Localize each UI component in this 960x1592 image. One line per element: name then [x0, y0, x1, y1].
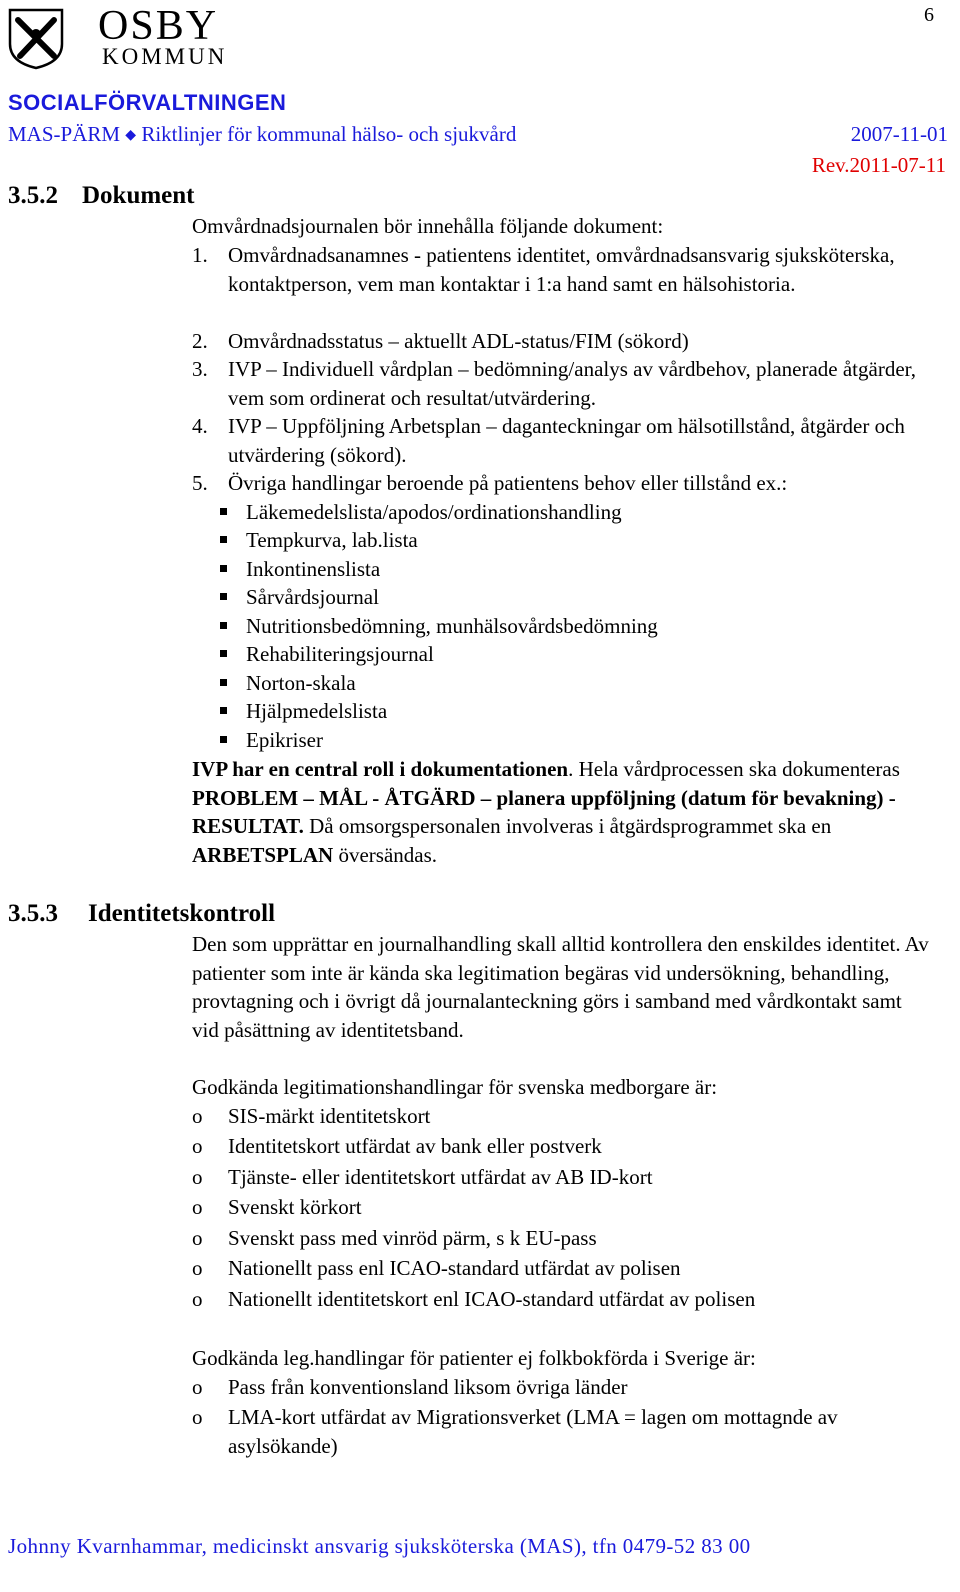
section-number: 3.5.2 [8, 182, 58, 209]
square-bullet-icon [220, 736, 227, 743]
logo-text-sub: KOMMUN [102, 44, 228, 69]
square-bullet-icon [220, 650, 227, 657]
square-bullet-icon [220, 707, 227, 714]
subtitle-text: Riktlinjer för kommunal hälso- och sjukvård [141, 122, 517, 146]
logo-text-main: OSBY [98, 3, 219, 49]
page-number: 6 [924, 4, 934, 26]
section-title: Identitetskontroll [88, 900, 276, 927]
document-header [8, 122, 948, 148]
section-heading-353 [8, 900, 275, 928]
revision-date: Rev.2011-07-11 [811, 153, 946, 177]
square-bullet-icon [220, 565, 227, 572]
department-title: SOCIALFÖRVALTNINGEN [8, 90, 287, 115]
diamond-icon: ◆ [125, 128, 137, 143]
section-title: Dokument [82, 182, 195, 209]
square-bullet-icon [220, 593, 227, 600]
square-bullet-icon [220, 536, 227, 543]
ivp-paragraph: IVP har en central roll i dokumentationen. Hela vårdprocessen ska dokumenteras PROBLEM – MÅL - ÅTGÄRD – planera uppföljning (datum för bevakning) - RESULTAT. Då omsorgspersonalen involveras i åtgärdsprogrammet ska en ARBETSPLAN översändas. [192, 757, 900, 867]
section-number: 3.5.3 [8, 900, 58, 927]
approved-foreign-intro: Godkända leg.handlingar för patienter ej folkbokförda i Sverige är: [192, 1346, 756, 1370]
osby-logo [6, 4, 246, 70]
square-bullet-icon [220, 622, 227, 629]
approved-swedes-intro: Godkända legitimationshandlingar för svenska medborgare är: [192, 1075, 718, 1099]
footer-contact: Johnny Kvarnhammar, medicinskt ansvarig sjuksköterska (MAS), tfn 0479-52 83 00 [8, 1534, 751, 1558]
section-heading-352 [8, 182, 195, 210]
section-intro: Omvårdnadsjournalen bör innehålla följande dokument: [192, 214, 664, 238]
document-subtitle [8, 122, 516, 147]
identity-paragraph: Den som upprättar en journalhandling skall alltid kontrollera den enskildes identitet. Av patienter som inte är kända ska legitimation begäras vid undersökning, behandling, provtagning och i övrigt då journalanteckning görs i samband med vårdkontakt samt vid påsättning av identitetsband. [192, 932, 929, 1042]
document-date: 2007-11-01 [850, 122, 948, 146]
square-bullet-icon [220, 679, 227, 686]
subtitle-prefix: MAS-PÄRM [8, 122, 121, 146]
square-bullet-icon [220, 508, 227, 515]
